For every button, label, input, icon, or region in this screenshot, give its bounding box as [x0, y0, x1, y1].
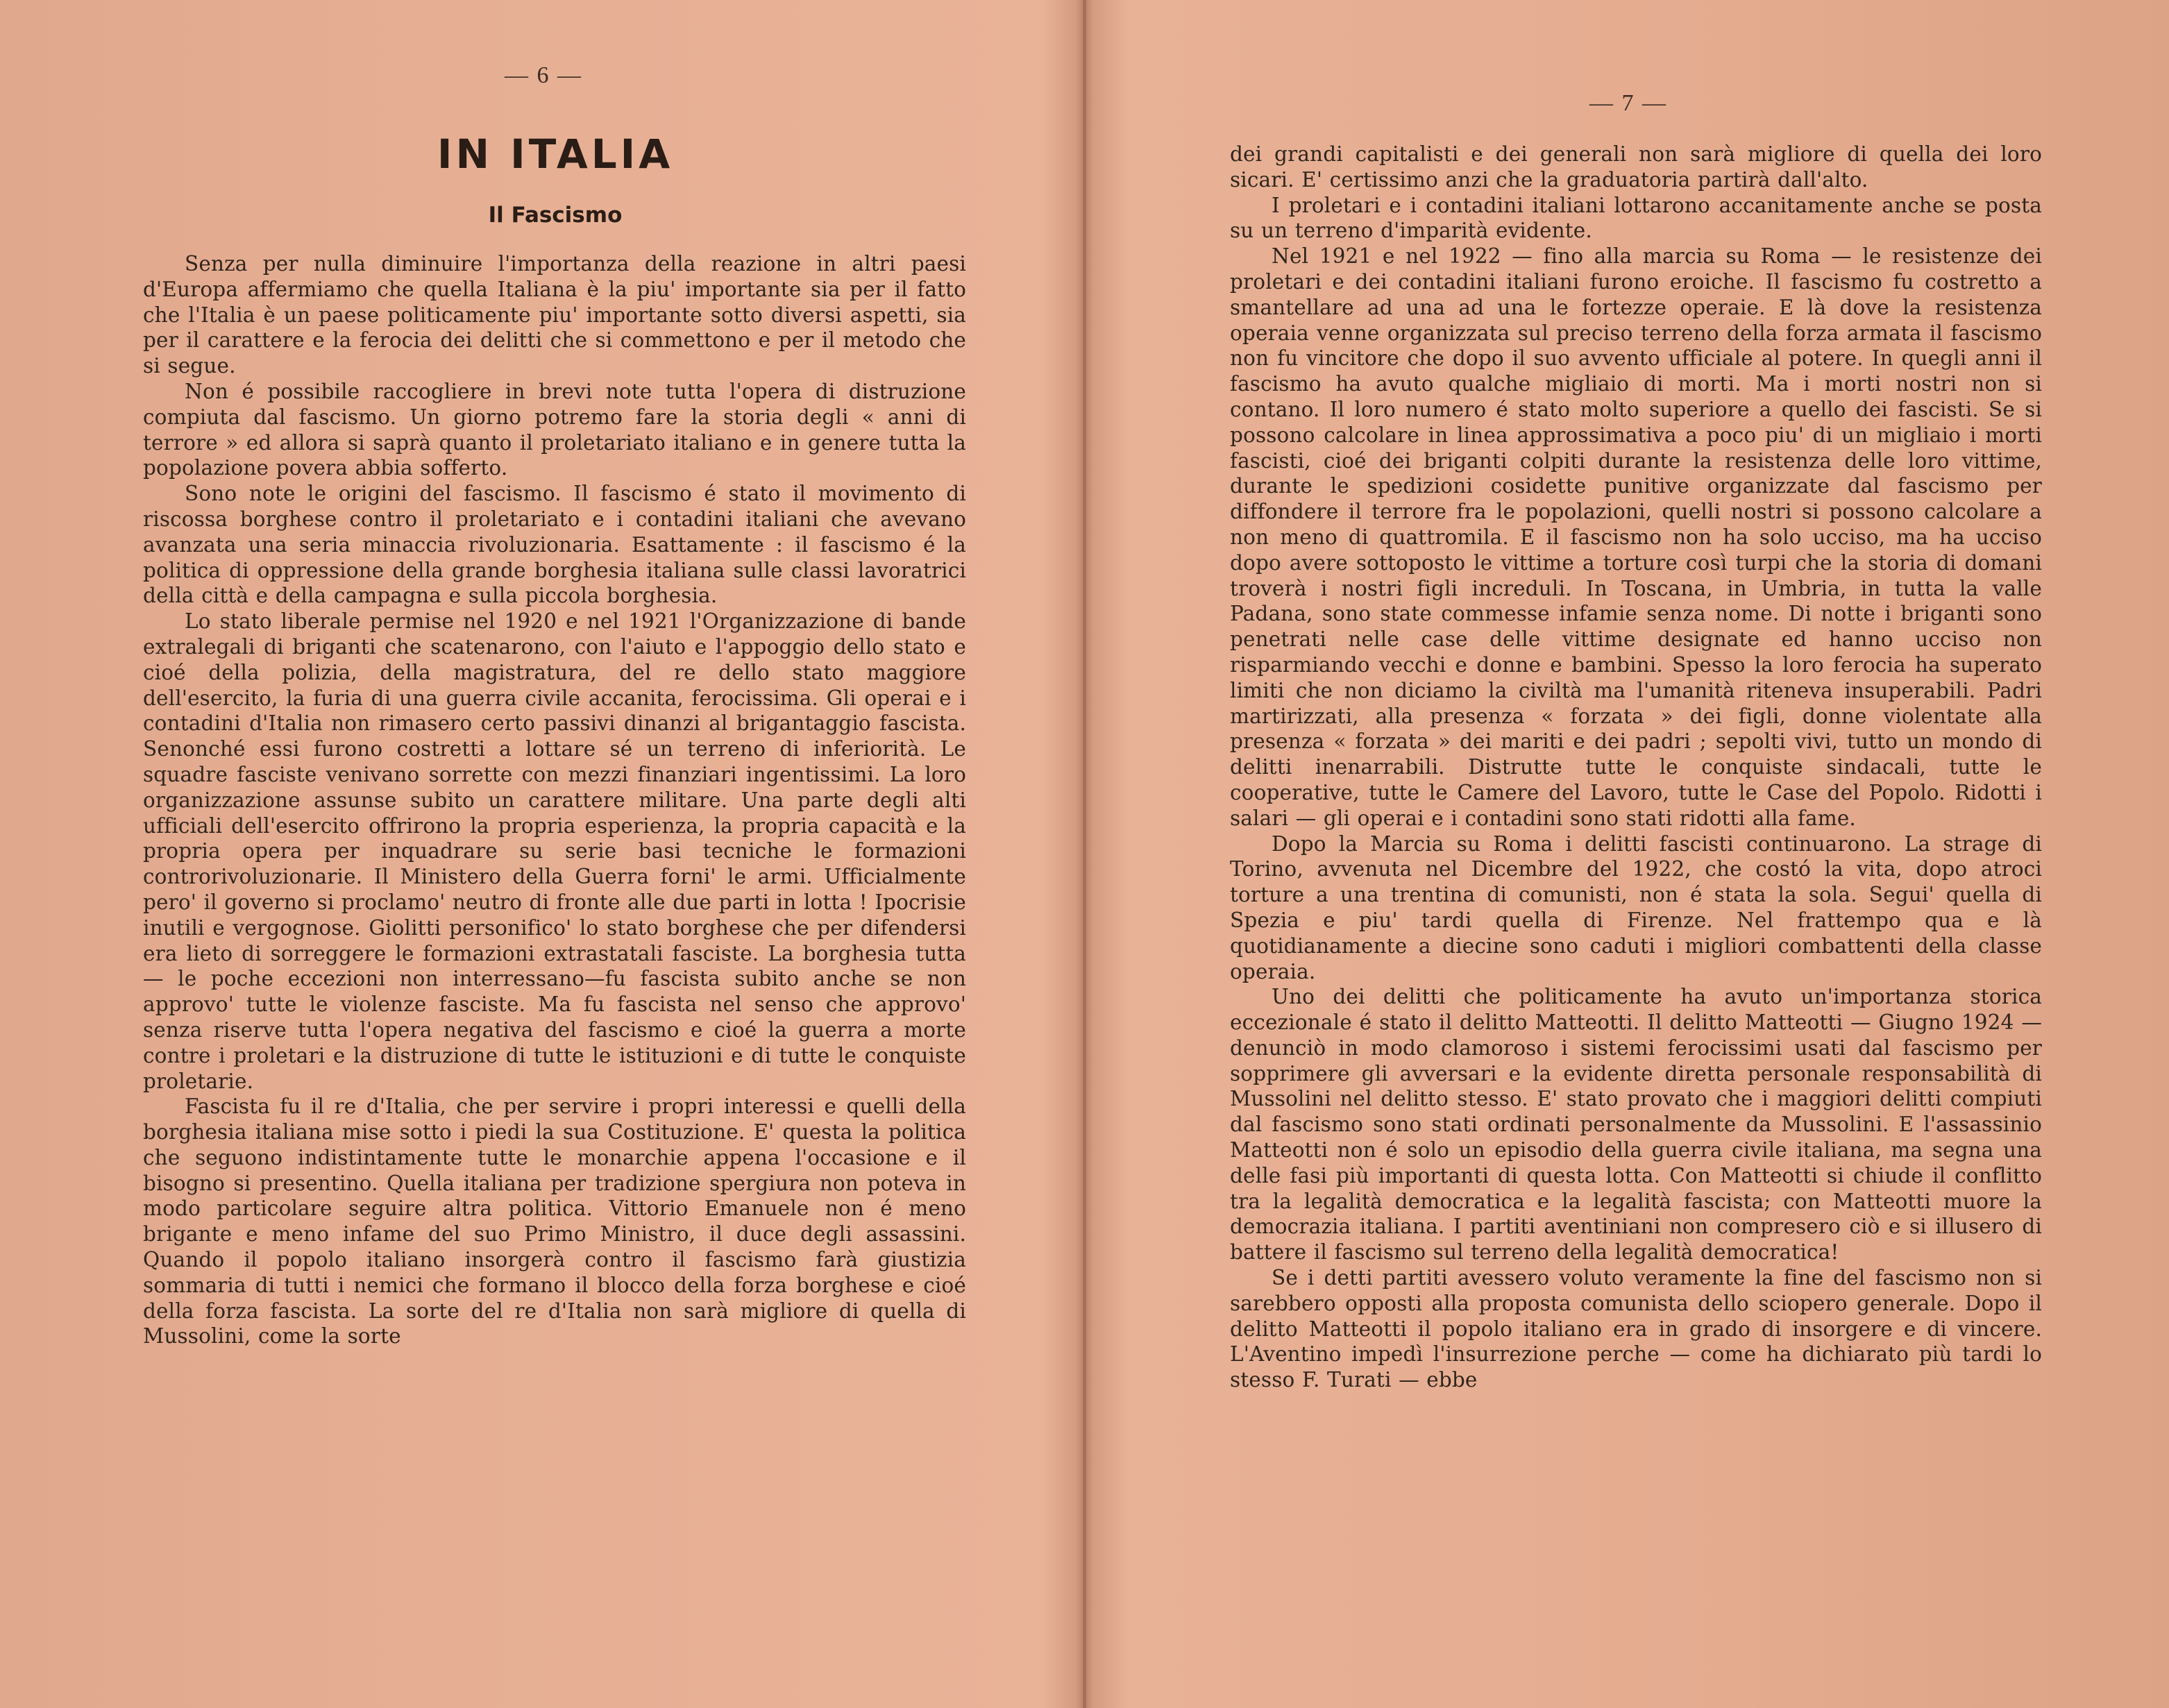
- paragraph: Fascista fu il re d'Italia, che per servire i propri interessi e quelli della borghesia italiana mise sotto i piedi la sua Costituzione. E' questa la politica che seguono indistintamente tutte le monarchie appena l'occasione e il bisogno si presentino. Quella italiana per tradizione spergiura non poteva in modo particolare seguire altra politica. Vittorio Emanuele non é meno brigante e meno infame del suo Primo Ministro, il duce degli assassini. Quando il popolo italiano insorgerà contro il fascismo farà giustizia sommaria di tutti i nemici che formano il blocco della forza borghese e cioé della forza fascista. La sorte del re d'Italia non sarà migliore di quella di Mussolini, come la sorte: [143, 1094, 966, 1348]
- paragraph: I proletari e i contadini italiani lottarono accanitamente anche se posta su un terreno d'imparità evidente.: [1230, 193, 2042, 243]
- right-body-text: [1230, 142, 2042, 1393]
- left-page: [0, 0, 1083, 1708]
- section-subtitle: Il Fascismo: [488, 203, 623, 228]
- paragraph: Senza per nulla diminuire l'importanza della reazione in altri paesi d'Europa affermiamo che quella Italiana è la piu' importante sia per il fatto che l'Italia è un paese politicamente piu' importante sotto diversi aspetti, sia per il carattere e la ferocia dei delitti che si commettono e per il metodo che si segue.: [143, 252, 966, 378]
- paragraph: Lo stato liberale permise nel 1920 e nel 1921 l'Organizzazione di bande extralegali di briganti che scatenarono, con l'aiuto e l'appoggio dello stato e cioé della polizia, della magistratura, del re dello stato maggiore dell'esercito, la furia di una guerra civile accanita, ferocissima. Gli operai e i contadini d'Italia non rimasero certo passivi dinanzi al brigantaggio fascista. Senonché essi furono costretti a lottare sé un terreno di inferiorità. Le squadre fasciste venivano sorrette con mezzi finanziari ingentissimi. La loro organizzazione assunse subito un carattere militare. Una parte degli alti ufficiali dell'esercito offrirono la propria esperienza, la propria capacità e la propria opera per inquadrare su serie basi tecniche le formazioni controrivoluzionarie. Il Ministero della Guerra forni' le armi. Ufficialmente pero' il governo si proclamo' neutro di fronte alle due parti in lotta ! Ipocrisie inutili e vergognose. Giolitti personifico' lo stato borghese che per difendersi era lieto di sorreggere le formazioni extrastatali fasciste. La borghesia tutta — le poche eccezioni non interressano—fu fascista subito anche se non approvo' tutte le violenze fasciste. Ma fu fascista nel senso che approvo' senza riserve tutta l'opera negativa del fascismo e cioé la guerra a morte contre i proletari e la distruzione di tutte le istituzioni e di tutte le conquiste proletarie.: [143, 609, 966, 1093]
- paragraph: Uno dei delitti che politicamente ha avuto un'importanza storica eccezionale é stato il delitto Matteotti. Il delitto Matteotti — Giugno 1924 — denunciò in modo clamoroso i sistemi ferocissimi usati dal fascismo per sopprimere gli avversari e la evidente diretta personale responsabilità di Mussolini nel delitto stesso. E' stato provato che i maggiori delitti compiuti dal fascismo sono stati ordinati personalmente da Mussolini. E l'assassinio Matteotti non é solo un episodio della guerra civile italiana, ma segna una delle fasi più importanti di questa lotta. Con Matteotti si chiude il conflitto tra la legalità democratica e la legalità fascista; con Matteotti muore la democrazia italiana. I partiti aventiniani non compresero ciò e si illusero di battere il fascismo sul terreno della legalità democratica!: [1230, 985, 2042, 1265]
- paragraph: Sono note le origini del fascismo. Il fascismo é stato il movimento di riscossa borghese contro il proletariato e i contadini italiani che avevano avanzata una seria minaccia rivoluzionaria. Esattamente : il fascismo é la politica di oppressione della grande borghesia italiana sulle classi lavoratrici della città e della campagna e sulla piccola borghesia.: [143, 482, 966, 608]
- right-page: [1086, 0, 2169, 1708]
- chapter-title: IN ITALIA: [437, 130, 674, 178]
- paragraph: Nel 1921 e nel 1922 — fino alla marcia su Roma — le resistenze dei proletari e dei contadini italiani furono eroiche. Il fascismo fu costretto a smantellare ad una ad una le fortezze operaie. E là dove la resistenza operaia venne organizzata sul preciso terreno della forza armata il fascismo non fu vincitore che dopo il suo avvento ufficiale al potere. In quegli anni il fascismo ha avuto qualche migliaio di morti. Ma i morti nostri non si contano. Il loro numero é stato molto superiore a quello dei fascisti. Se si possono calcolare in linea approssimativa a poco piu' di un migliaio i morti fascisti, cioé dei briganti colpiti durante la resistenza delle loro vittime, durante le spedizioni cosidette punitive organizzate dal fascismo per diffondere il terrore fra le popolazioni, quelli nostri si possono calcolare a non meno di quattromila. E il fascismo non ha solo ucciso, ma ha ucciso dopo avere sottoposto le vittime a torture così turpi che la storia di domani troverà i nostri figli increduli. In Toscana, in Umbria, in tutta la valle Padana, sono state commesse infamie senza nome. Di notte i briganti sono penetrati nelle case delle vittime designate ed hanno ucciso non risparmiando vecchi e donne e bambini. Spesso la loro ferocia ha superato limiti che non diciamo la civiltà ma l'umanità riteneva insuperabili. Padri martirizzati, alla presenza « forzata » dei figli, donne violentate alla presenza « forzata » dei mariti e dei padri ; sepolti vivi, tutto un mondo di delitti inenarrabili. Distrutte tutte le conquiste sindacali, tutte le cooperative, tutte le Camere del Lavoro, tutte le Case del Popolo. Ridotti i salari — gli operai e i contadini sono stati ridotti alla fame.: [1230, 244, 2042, 830]
- paragraph: Se i detti partiti avessero voluto veramente la fine del fascismo non si sarebbero opposti alla proposta comunista dello sciopero generale. Dopo il delitto Matteotti il popolo italiano era in grado di insorgere e di vincere. L'Aventino impedì l'insurrezione perche — come ha dichiarato più tardi lo stesso F. Turati — ebbe: [1230, 1266, 2042, 1392]
- page-number: — 6 —: [505, 62, 582, 88]
- paragraph: dei grandi capitalisti e dei generali non sarà migliore di quella dei loro sicari. E' certissimo anzi che la graduatoria partirà dall'alto.: [1230, 142, 2042, 192]
- paragraph: Dopo la Marcia su Roma i delitti fascisti continuarono. La strage di Torino, avvenuta nel Dicembre del 1922, che costó la vita, dopo atroci torture a una trentina di comunisti, non é stata la sola. Segui' quella di Spezia e piu' tardi quella di Firenze. Nel frattempo qua e là quotidianamente a diecine sono caduti i migliori combattenti della classe operaia.: [1230, 831, 2042, 983]
- paragraph: Non é possibile raccogliere in brevi note tutta l'opera di distruzione compiuta dal fascismo. Un giorno potremo fare la storia degli « anni di terrore » ed allora si saprà quanto il proletariato italiano e in genere tutta la popolazione povera abbia sofferto.: [143, 379, 966, 480]
- page-number: — 7 —: [1589, 90, 1667, 116]
- left-body-text: [143, 251, 966, 1349]
